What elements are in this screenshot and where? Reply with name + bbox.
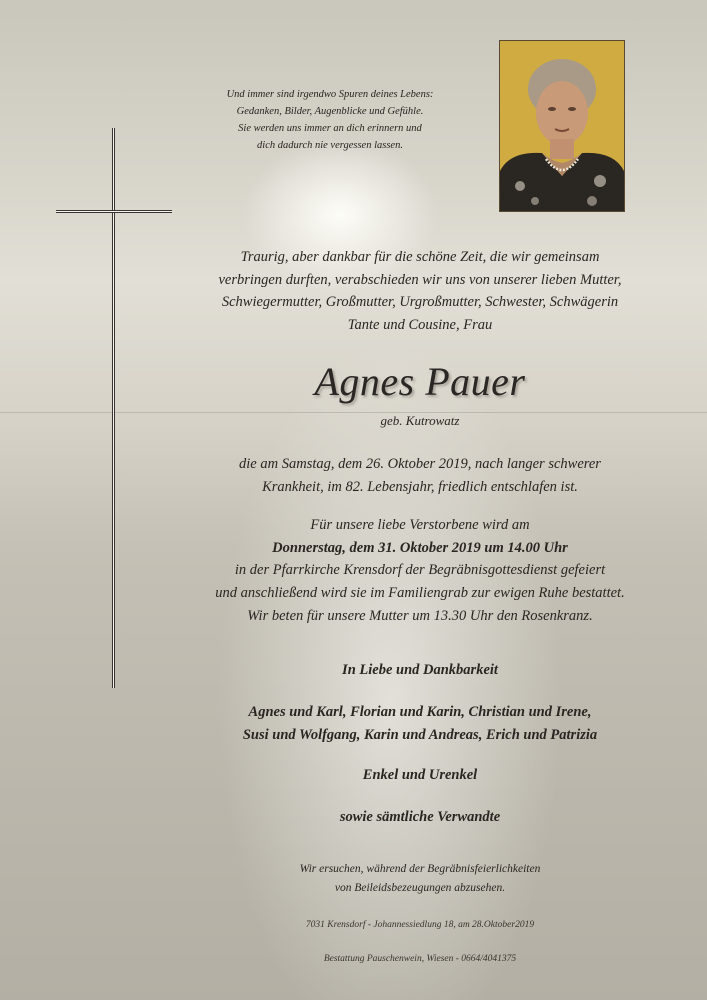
- funeral-burial: und anschließend wird sie im Familiengrab zur ewigen Ruhe bestattet.: [215, 584, 625, 601]
- grandchildren: Enkel und Urenkel: [362, 767, 478, 783]
- portrait-photo: [499, 40, 625, 212]
- quote-line: Sie werden uns immer an dich erinnern und: [238, 123, 422, 134]
- death-notice: [160, 453, 680, 498]
- deceased-name: Agnes Pauer: [314, 359, 526, 404]
- mourners-heading: In Liebe und Dankbarkeit: [342, 662, 498, 678]
- birth-name: geb. Kutrowatz: [380, 413, 460, 428]
- portrait-image: [500, 41, 624, 211]
- rosary-notice: Wir beten für unsere Mutter um 13.30 Uhr den Rosenkranz.: [247, 608, 593, 624]
- family-line: Susi und Wolfgang, Karin und Andreas, Erich und Patrizia: [242, 726, 598, 743]
- intro-text: [190, 246, 650, 336]
- relatives: sowie sämtliche Verwandte: [339, 809, 501, 825]
- intro-line: Traurig, aber dankbar für die schöne Zeit, die wir gemeinsam: [240, 249, 600, 265]
- funeral-location: in der Pfarrkirche Krensdorf der Begräbnisgottesdienst gefeiert: [234, 562, 606, 578]
- request-line: von Beileidsbezeugungen abzusehen.: [334, 882, 506, 894]
- quote-line: dich dadurch nie vergessen lassen.: [257, 140, 403, 151]
- cross-horizontal-bar: [56, 210, 172, 213]
- funeral-date: Donnerstag, dem 31. Oktober 2019 um 14.00 Uhr: [272, 539, 568, 556]
- intro-line: Schwiegermutter, Großmutter, Urgroßmutter, Schwester, Schwägerin: [221, 294, 619, 310]
- funeral-intro: Für unsere liebe Verstorbene wird am: [310, 517, 530, 533]
- request-line: Wir ersuchen, während der Begräbnisfeierlichkeiten: [299, 863, 541, 875]
- family-list: [160, 701, 680, 746]
- address-date: 7031 Krensdorf - Johannessiedlung 18, am 28.Oktober2019: [305, 920, 535, 930]
- funeral-details: [160, 514, 680, 604]
- undertaker: Bestattung Pauschenwein, Wiesen - 0664/4041375: [323, 954, 517, 964]
- death-line: Krankheit, im 82. Lebensjahr, friedlich entschlafen ist.: [262, 478, 578, 495]
- intro-line: verbringen durften, verabschieden wir uns von unserer lieben Mutter,: [218, 271, 622, 288]
- quote-line: Gedanken, Bilder, Augenblicke und Gefühle.: [236, 106, 424, 117]
- memorial-quote: [190, 86, 470, 154]
- family-line: Agnes und Karl, Florian und Karin, Christian und Irene,: [248, 704, 592, 720]
- intro-line: Tante und Cousine, Frau: [347, 316, 493, 333]
- death-line: die am Samstag, dem 26. Oktober 2019, nach langer schwerer: [239, 456, 601, 472]
- condolence-request: [200, 860, 640, 898]
- quote-line: Und immer sind irgendwo Spuren deines Lebens:: [226, 89, 434, 100]
